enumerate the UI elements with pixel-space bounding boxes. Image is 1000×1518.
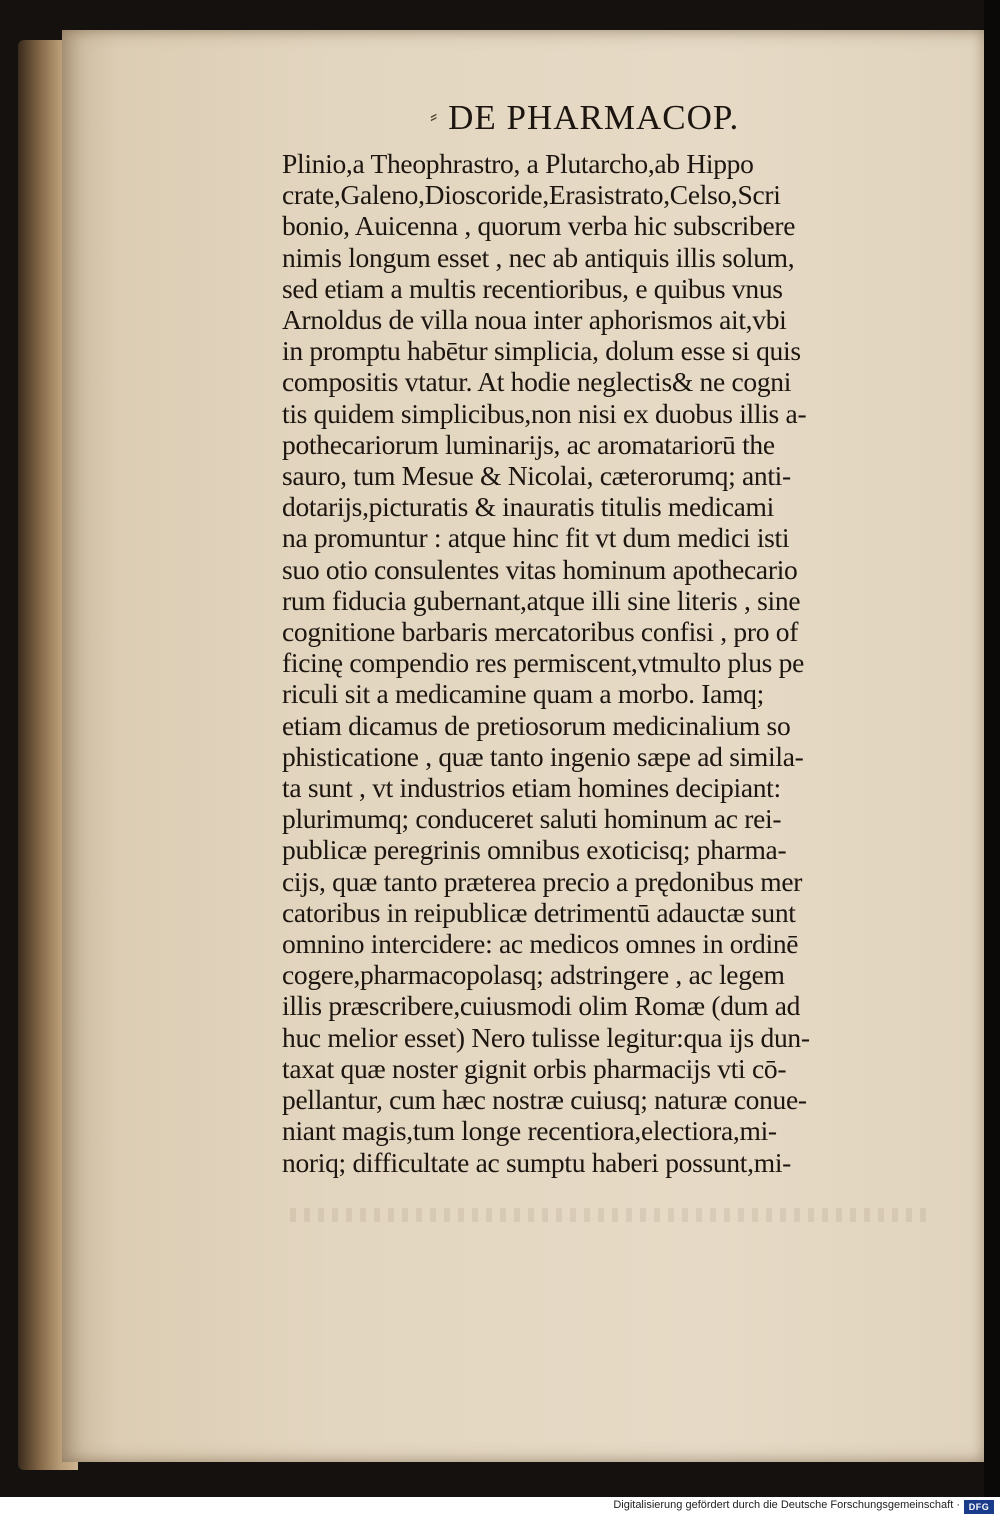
text-line: Plinio,a Theophrastro, a Plutarcho,ab Hippo [282, 148, 754, 179]
text-line: omnino intercidere: ac medicos omnes in ordinē [282, 928, 799, 960]
page-body-text [282, 148, 942, 1178]
text-line: plurimumq; conduceret saluti hominum ac rei- [282, 803, 782, 835]
text-line: cognitione barbaris mercatoribus confisi , pro of [282, 616, 799, 648]
text-line: sed etiam a multis recentioribus, e quibus vnus [282, 272, 783, 304]
text-line: sauro, tum Mesue & Nicolai, cæterorumq; anti- [282, 460, 791, 492]
text-line: bonio, Auicenna , quorum verba hic subscribere [282, 210, 796, 242]
text-line: in promptu habētur simplicia, dolum esse si quis [282, 335, 801, 367]
show-through-text [290, 1208, 930, 1222]
text-line: dotarijs,picturatis & inauratis titulis medicami [282, 491, 774, 523]
text-line: ficinę compendio res permiscent,vtmulto plus pe [282, 647, 805, 679]
text-line: Arnoldus de villa noua inter aphorismos ait,vbi [282, 304, 787, 336]
footer-credit: Digitalisierung gefördert durch die Deutsche Forschungsgemeinschaft · [613, 1499, 960, 1511]
text-line: cogere,pharmacopolasq; adstringere , ac legem [282, 959, 785, 991]
text-line: riculi sit a medicamine quam a morbo. Iamq; [282, 678, 764, 710]
text-line: niant magis,tum longe recentiora,electiora,mi- [282, 1115, 777, 1147]
running-head [430, 98, 830, 138]
text-line: catoribus in reipublicæ detrimentū adauctæ sunt [282, 896, 796, 928]
footer-bar [0, 1497, 1000, 1518]
text-line: crate,Galeno,Dioscoride,Erasistrato,Celso,Scri [282, 179, 781, 211]
text-line: rum fiducia gubernant,atque illi sine literis , sine [282, 584, 801, 616]
text-line: noriq; difficultate ac sumptu haberi possunt,mi- [282, 1146, 792, 1178]
text-line: na promuntur : atque hinc fit vt dum medici isti [282, 522, 790, 554]
text-line: cijs, quæ tanto præterea precio a prędonibus mer [282, 865, 803, 897]
text-line: illis præscribere,cuiusmodi olim Romæ (dum ad [282, 990, 801, 1022]
text-line: tis quidem simplicibus,non nisi ex duobus illis a- [282, 397, 807, 429]
text-line: suo otio consulentes vitas hominum apothecario [282, 553, 798, 585]
text-line: nimis longum esset , nec ab antiquis illis solum, [282, 241, 795, 273]
text-line: huc melior esset) Nero tulisse legitur:qua ijs dun- [282, 1021, 810, 1053]
text-line: etiam dicamus de pretiosorum medicinalium so [282, 709, 791, 741]
text-line: pothecariorum luminarijs, ac aromatariorū the [282, 428, 775, 460]
text-line: compositis vtatur. At hodie neglectis& ne cogni [282, 366, 792, 398]
running-head-text: DE PHARMACOP. [448, 98, 740, 137]
running-head-ornament: ⸗ [430, 103, 439, 128]
text-line: taxat quæ noster gignit orbis pharmacijs vti cō- [282, 1052, 787, 1084]
text-line: phisticatione , quæ tanto ingenio sæpe ad simila- [282, 740, 804, 772]
text-line: pellantur, cum hæc nostræ cuiusq; naturæ conue- [282, 1084, 807, 1116]
dfg-logo: DFG [964, 1500, 994, 1514]
text-line: ta sunt , vt industrios etiam homines decipiant: [282, 772, 781, 804]
scan-border [984, 0, 1000, 1497]
text-line: publicæ peregrinis omnibus exoticisq; pharma- [282, 834, 787, 866]
